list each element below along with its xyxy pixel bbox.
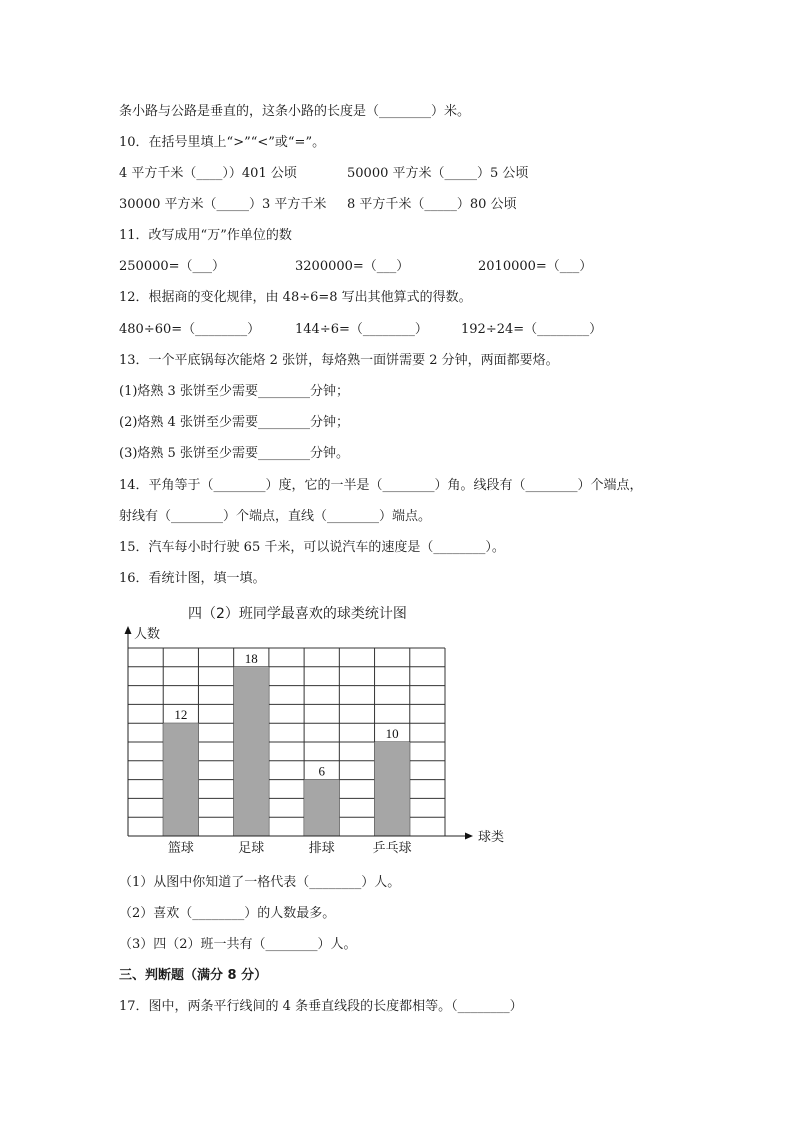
x-axis-arrow-icon [465, 833, 473, 840]
q11-title: 11．改写成用“万”作单位的数 [119, 228, 292, 243]
section-3-heading: 三、判断题（满分 8 分） [119, 968, 268, 983]
chart-title: 四（2）班同学最喜欢的球类统计图 [188, 606, 407, 622]
q13-item-3: (3)烙熟 5 张饼至少需要________分钟。 [119, 446, 349, 461]
q10-title: 10．在括号里填上“>”“<”或“=”。 [119, 135, 326, 150]
bar-0 [163, 723, 198, 836]
q17: 17．图中，两条平行线间的 4 条垂直线段的长度都相等。（________） [119, 999, 523, 1014]
q9-continuation: 条小路与公路是垂直的，这条小路的长度是（________）米。 [119, 104, 471, 119]
category-label: 乒乓球 [372, 841, 412, 856]
q10-item-b: 50000 平方米（_____）5 公顷 [347, 166, 529, 181]
q12-item-c: 192÷24=（________） [461, 322, 603, 337]
q13-title: 13．一个平底锅每次能烙 2 张饼，每烙熟一面饼需要 2 分钟，两面都要烙。 [119, 353, 559, 368]
q10-item-d: 8 平方千米（_____）80 公顷 [347, 197, 517, 212]
bar-value-label: 6 [318, 763, 325, 779]
bar-1 [234, 667, 269, 836]
q12-item-a: 480÷60=（________） [119, 322, 261, 337]
q12-item-b: 144÷6=（________） [295, 322, 428, 337]
q13-item-2: (2)烙熟 4 张饼至少需要________分钟； [119, 415, 349, 430]
chart-bars [163, 667, 410, 836]
chart-labels [174, 651, 398, 779]
category-label: 排球 [308, 841, 335, 856]
bar-value-label: 18 [244, 650, 258, 666]
q16-item-2: （2）喜欢（________）的人数最多。 [119, 906, 336, 921]
q11-item-c: 2010000=（___） [478, 259, 593, 274]
q16-item-1: （1）从图中你知道了一格代表（________）人。 [119, 875, 401, 890]
q11-item-b: 3200000=（___） [295, 259, 410, 274]
category-label: 篮球 [167, 841, 194, 856]
q16-title: 16．看统计图，填一填。 [119, 571, 266, 586]
y-axis-label: 人数 [134, 627, 161, 642]
q14-line-1: 14．平角等于（________）度，它的一半是（________）角。线段有（________）个端点， [119, 478, 643, 493]
bar-value-label: 10 [385, 726, 399, 741]
q15: 15．汽车每小时行驶 65 千米，可以说汽车的速度是（________）。 [119, 540, 505, 555]
bar-2 [304, 780, 339, 836]
q14-line-2: 射线有（________）个端点，直线（________）端点。 [119, 509, 432, 524]
category-label: 足球 [238, 841, 265, 856]
x-axis-label: 球类 [478, 830, 505, 845]
q11-item-a: 250000=（___） [119, 259, 226, 274]
q10-item-a: 4 平方千米（____））401 公顷 [119, 166, 297, 181]
q10-item-c: 30000 平方米（_____）3 平方千米 [119, 197, 327, 212]
y-axis-arrow-icon [125, 626, 132, 634]
bar-value-label: 12 [174, 707, 188, 723]
bar-3 [375, 742, 410, 836]
q12-title: 12．根据商的变化规律，由 48÷6=8 写出其他算式的得数。 [119, 290, 472, 305]
q13-item-1: (1)烙熟 3 张饼至少需要________分钟； [119, 384, 349, 399]
q16-item-3: （3）四（2）班一共有（________）人。 [119, 937, 357, 952]
